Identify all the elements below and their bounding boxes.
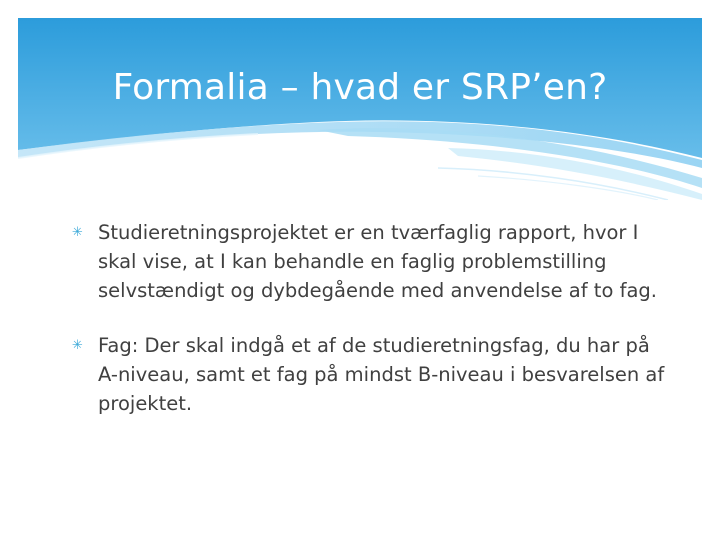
asterisk-icon: ✳	[72, 338, 83, 353]
banner-wave-graphic	[18, 18, 702, 200]
bullet-text: Fag: Der skal indgå et af de studieretningsfag, du har på A-niveau, samt et fag på mindst B-niveau i besvarelsen af projektet.	[98, 334, 665, 415]
asterisk-icon: ✳	[72, 225, 83, 240]
slide-title: Formalia – hvad er SRP’en?	[112, 67, 608, 108]
bullet-text: Studieretningsprojektet er en tværfaglig rapport, hvor I skal vise, at I kan behandle en faglig problemstilling selvstændigt og dybdegående med anvendelse af to fag.	[98, 221, 657, 302]
bullet-list	[70, 218, 670, 418]
title-banner	[18, 18, 702, 200]
bullet-item	[70, 331, 670, 418]
bullet-item	[70, 218, 670, 305]
